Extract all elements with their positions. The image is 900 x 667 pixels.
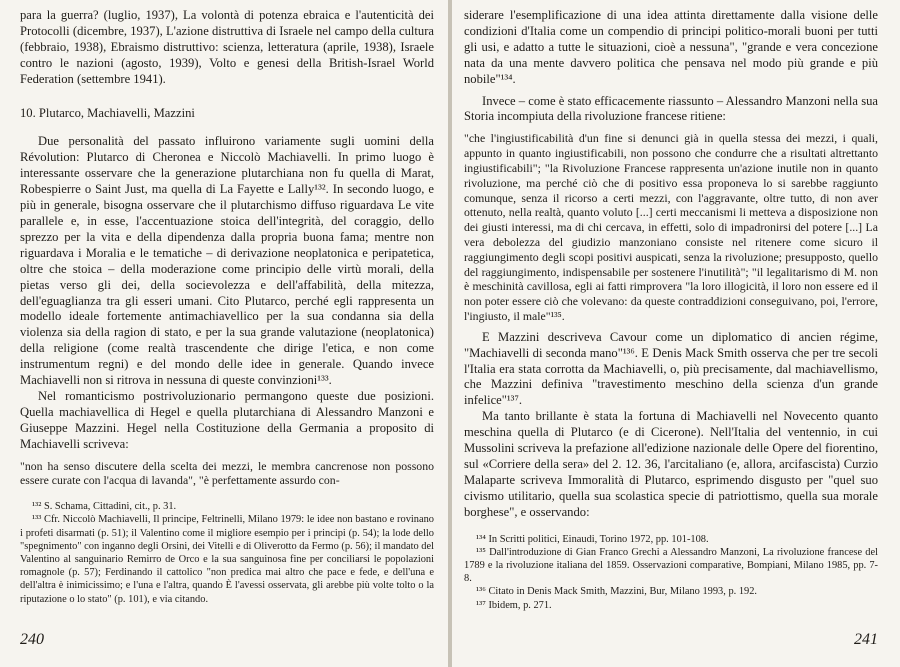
footnote-133: ¹³³ Cfr. Niccolò Machiavelli, Il principe, Feltrinelli, Milano 1979: le idee non bastano e rovinano i profeti disarmati (p. 51); il Valentino come il migliore esempio per i principi (p. 54); la lode dello "spegnimento" con inganno degli Orsini, dei Vitelli e di Oliverotto da Fermo (p. 56); il mandato del Valentino al sanguinario Remirro de Orco e la sua sanguinosa fine per conciliarsi le popolazioni romagnole (p. 57); Ferdinando il cattolico "non predica mai altro che pace e fede, e dell'una e dell'altra è inimicissimo; e l'una e l'altra, quando È l'avessi osservata, gli arebbe più volte tolto o la riputazione o lo stato" (p. 101), e via citando. [20,514,434,605]
right-page [452,0,900,667]
right-page-body [464,8,878,521]
right-paragraph-3: Ma tanto brillante è stata la fortuna di Machiavelli nel Novecento quanto meschina quella di Plutarco (e di Cicerone). Nell'Italia del ventennio, in cui Mussolini scriveva la prefazione all'edizione nazionale delle Opere del fiorentino, sul «Corriere della sera» del 2. 12. 36, l'arcitaliano (e, allora, arcifascista) Curzio Malaparte scriveva Immoralità di Plutarco, esprimendo disgusto per "quel suo civismo utilitario, quella sua scolastica specie di patriottismo, quella sua morale borghese", e osservando: [464,409,878,519]
right-top-text: siderare l'esemplificazione di una idea attinta direttamente dalla visione delle condizioni d'Italia come un compendio di principi politico-morali buoni per tutti gli usi, e adatto a tutte le situazioni, cioè a nessuna", "grande e vera concezione nata da una mente davvero politica che pensava nel modo più grande e più nobile"¹³⁴. [464,8,878,86]
right-quote: "che l'ingiustificabilità d'un fine si denunci già in quella stessa dei mezzi, i quali, appunto in quanto ingiustificabili, non possono che condurre che a risultati altrettanto ingiustificabili"; "la Rivoluzione Francese rappresenta un'azione inutile non in quanto rivoluzione, ma perché ciò che di positivo essa proponeva lo si sarebbe raggiunto comunque, senza il ricorso a certi mezzi, con l'aggravante, oltre tutto, di non aver ottenuto, nella realtà, quanto voluto [...] certi meccanismi li metteva a disposizione non dei giusti interessi, ma di chi cercava, in effetti, solo di impadronirsi del potere [...] La vera debolezza del giudizio manzoniano consiste nel ritenere come sicuro il raggiungimento degli scopi positivi auspicati, senza la rivoluzione; presupposto, quello del raggiungimento, indispensabile per sostenere l'inutilità"; "il legalitarismo di M. non è meschinità cavillosa, egli ai fatti rimprovera "la loro illogicità, il loro non essere ed il non poter essere ciò che volevano: da queste contraddizioni conseguivano, poi, l'errore, l'ingiusto, il male"¹³⁵. [464,131,878,323]
left-page-body [20,8,434,488]
left-page [0,0,448,667]
footnote-132: ¹³² S. Schama, Cittadini, cit., p. 31. [32,501,177,513]
right-paragraph-2: E Mazzini descriveva Cavour come un diplomatico di ancien régime, "Machiavelli di seconda mano"¹³⁶. E Denis Mack Smith osserva che per tre secoli l'Italia era stata corrotta da Machiavelli, o, più precisamente, dal machiavellismo, che Mazzini definiva "travestimento meschino della scienza d'un grande infelice"¹³⁷. [464,329,878,408]
section-heading: 10. Plutarco, Machiavelli, Mazzini [20,105,195,120]
footnote-135: ¹³⁵ Dall'introduzione di Gian Franco Grechi a Alessandro Manzoni, La rivoluzione francese del 1789 e la rivoluzione italiana del 1859. Osservazioni comparative, Bompiani, Milano 1985, pp. 7-8. [464,546,878,585]
footnote-136: ¹³⁶ Citato in Denis Mack Smith, Mazzini, Bur, Milano 1993, p. 192. [476,586,758,598]
right-footnotes [464,533,878,612]
left-top-text: para la guerra? (luglio, 1937), La volontà di potenza ebraica e l'autenticità dei Protocolli (dicembre, 1937), L'azione distruttiva di Israele nel campo della cultura (febbraio, 1938), Ebraismo distruttivo: scienza, letteratura (aprile, 1938), Israele contro le nazioni (agosto, 1939), Volto e genesi della British-Israel World Federation (settembre 1941). [20,8,434,86]
page-number-right: 241 [854,631,878,648]
right-paragraph-1: Invece – come è stato efficacemente riassunto – Alessandro Manzoni nella sua Storia incompiuta della rivoluzione francese ritiene: [464,93,878,124]
footnote-134: ¹³⁴ In Scritti politici, Einaudi, Torino 1972, pp. 101-108. [476,533,709,545]
page-number-left: 240 [20,631,44,648]
left-quote: "non ha senso discutere della scelta dei mezzi, le membra cancrenose non possono essere curate con l'acqua di lavanda", "è perfettamente assurdo con- [20,458,434,488]
left-paragraph-2: Nel romanticismo postrivoluzionario permangono queste due posizioni. Quella machiavellica di Hegel e quella plutarchiana di Alessandro Manzoni e Giuseppe Mazzini. Hegel nella Costituzione della Germania a proposito di Machiavelli scriveva: [20,388,434,451]
footnote-137: ¹³⁷ Ibidem, p. 271. [476,599,552,611]
left-paragraph-1: Due personalità del passato influirono variamente sugli uomini della Révolution: Plutarco di Cheronea e Niccolò Machiavelli. In primo luogo è interessante osservare che la generazione plutarchiana non fu quella di Marat, Robespierre o Saint Just, ma quella di La Fayette e Lally¹³². In secondo luogo, e più in generale, bisogna osservare che il plutarchismo diffuso riguardava Le vite parallele e, in esse, l'accentuazione stoica dell'integrità, del coraggio, dello sprezzo per la vita e della dipendenza dalla propria buona fama; mentre non riguardava i Moralia e le tematiche – di derivazione neoplatonica e peripatetica, oltre che stoica – della moderazione come principio delle virtù morali, della pietas verso gli dei, della socievolezza e dell'affabilità, della mitezza, dell'eguaglianza tra gli esseri umani. Cito Plutarco, perché egli rappresenta un modello ideale fortemente antimachiavellico per la sua condanna sia della violenza sia della ragion di stato, e per la sua grande valutazione (neoplatonica) della religione (come realtà trascendente che dirige l'etica, e non come instrumentum regni) e del mondo delle idee in generale. Quando invece Machiavelli non si ritrova in nessuna di queste convinzioni¹³³. [20,134,434,388]
left-footnotes [20,500,434,606]
